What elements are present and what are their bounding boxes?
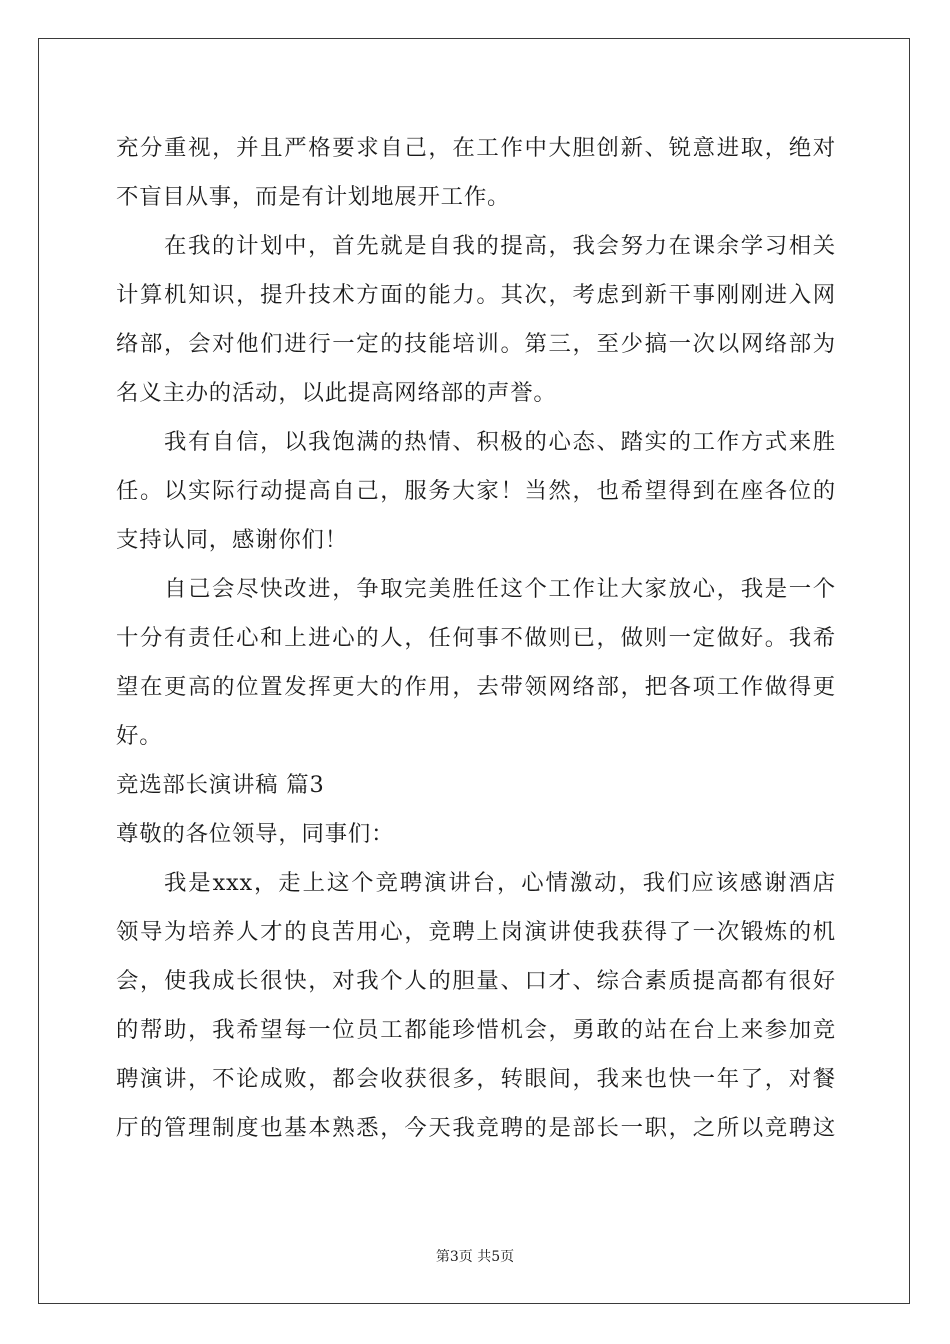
page-footer: 第3页 共5页 xyxy=(435,1249,515,1265)
text-line: 络部，会对他们进行一定的技能培训。第三，至少搞一次以网络部为 xyxy=(116,331,836,357)
text-line: 望在更高的位置发挥更大的作用，去带领网络部，把各项工作做得更 xyxy=(116,674,836,700)
text-line: 名义主办的活动，以此提高网络部的声誉。 xyxy=(116,380,557,406)
text-line: 不盲目从事，而是有计划地展开工作。 xyxy=(116,184,511,210)
text-line: 聘演讲，不论成败，都会收获很多，转眼间，我来也快一年了，对餐 xyxy=(116,1066,836,1092)
text-line: 我是xxx，走上这个竞聘演讲台，心情激动，我们应该感谢酒店 xyxy=(164,870,836,896)
text-line: 领导为培养人才的良苦用心，竞聘上岗演讲使我获得了一次锻炼的机 xyxy=(116,919,836,945)
text-line: 十分有责任心和上进心的人，任何事不做则已，做则一定做好。我希 xyxy=(116,625,836,651)
text-line: 尊敬的各位领导，同事们： xyxy=(116,821,395,847)
document-body xyxy=(116,124,836,1153)
text-line: 厅的管理制度也基本熟悉，今天我竞聘的是部长一职，之所以竞聘这 xyxy=(116,1115,836,1141)
text-line: 我有自信，以我饱满的热情、积极的心态、踏实的工作方式来胜 xyxy=(164,429,836,455)
text-line: 自己会尽快改进，争取完美胜任这个工作让大家放心，我是一个 xyxy=(164,576,836,602)
text-line: 任。以实际行动提高自己，服务大家！当然，也希望得到在座各位的 xyxy=(116,478,836,504)
text-line: 在我的计划中，首先就是自我的提高，我会努力在课余学习相关 xyxy=(164,233,836,259)
text-line: 竞选部长演讲稿 篇3 xyxy=(116,772,325,798)
text-line: 计算机知识，提升技术方面的能力。其次，考虑到新干事刚刚进入网 xyxy=(116,282,836,308)
text-line: 充分重视，并且严格要求自己，在工作中大胆创新、锐意进取，绝对 xyxy=(116,135,836,161)
text-line: 好。 xyxy=(116,723,163,749)
text-line: 会，使我成长很快，对我个人的胆量、口才、综合素质提高都有很好 xyxy=(116,968,836,994)
text-line: 的帮助，我希望每一位员工都能珍惜机会，勇敢的站在台上来参加竞 xyxy=(116,1017,836,1043)
text-line: 支持认同，感谢你们！ xyxy=(116,527,348,553)
